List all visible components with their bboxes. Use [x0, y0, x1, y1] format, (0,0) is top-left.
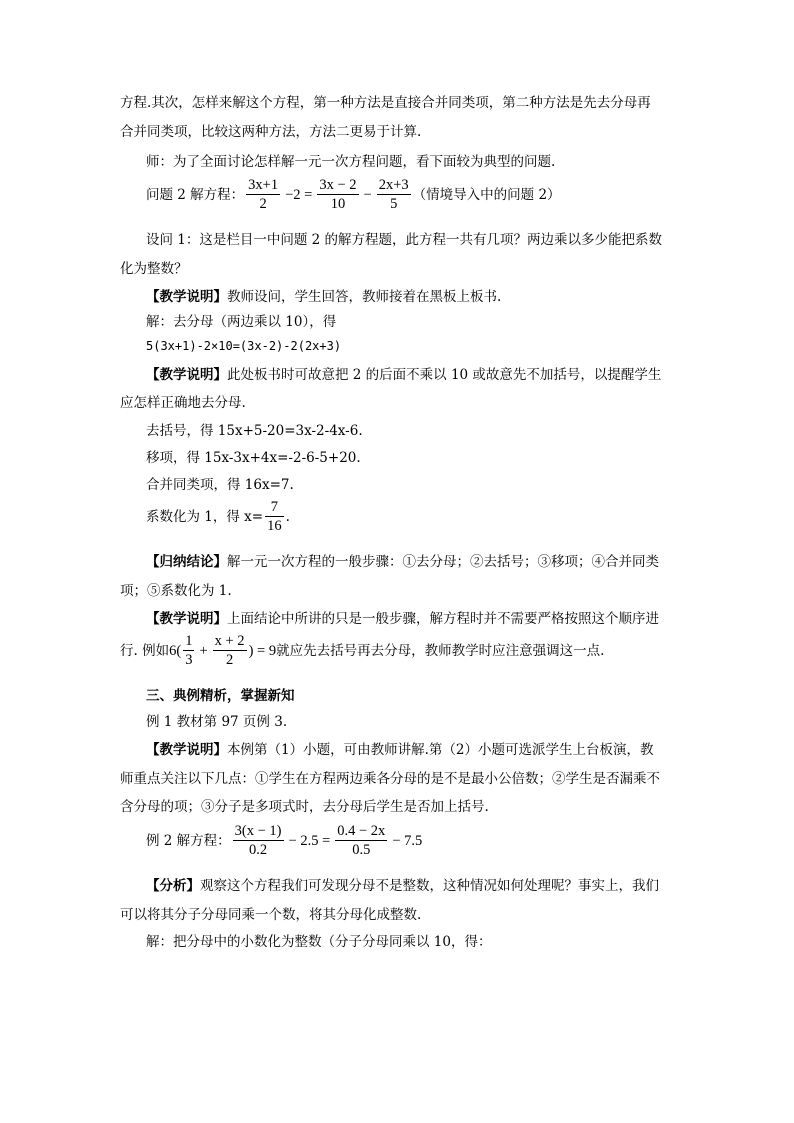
fraction: $\frac{2x+3}{5}$: [378, 177, 409, 212]
paragraph-line: 去括号，得 15x+5-20=3x-2-4x-6.: [146, 423, 363, 439]
paragraph-line: 项；⑤系数化为 1.: [120, 583, 232, 599]
equation-note: （情境导入中的问题 2）: [412, 186, 561, 203]
section-heading: 三、典例精析，掌握新知: [146, 688, 295, 704]
section-tag: 【归纳结论】: [146, 554, 227, 570]
equation-example-2: 例 2 解方程： $\frac{3(x - 1)}{0.2}$ − 2.5 = $\frac{0.4 - 2x}{0.5}$ − 7.5: [146, 823, 423, 858]
equation-problem-2: 问题 2 解方程： $\frac{3x+1}{2}$ −2 = $\frac{3x - 2}{10}$ − $\frac{2x+3}{5}$ （情境导入中的问题 2）: [146, 177, 561, 212]
paragraph-line: 例 1 教材第 97 页例 3.: [146, 714, 288, 730]
section-tag: 【教学说明】: [146, 611, 227, 627]
paragraph-line: 化为整数？: [120, 261, 188, 277]
paragraph-line: 师重点关注以下几点：①学生在方程两边乘各分母的是不是最小公倍数；②学生是否漏乘不: [120, 771, 660, 787]
equation-inline-example: 行. 例如 6( $\frac{1}{3}$ + $\frac{x + 2}{2}$ ) = 9 就应先去括号再去分母，教师教学时应注意强调这一点.: [120, 633, 605, 668]
section-tag: 【教学说明】: [146, 367, 227, 383]
paragraph-line: 解：去分母（两边乘以 10），得: [146, 314, 337, 330]
paragraph-line: 含分母的项；③分子是多项式时，去分母后学生是否加上括号.: [120, 799, 489, 815]
paragraph-line: 合并同类项，得 16x=7.: [146, 477, 294, 493]
paragraph-line: 【教学说明】本例第（1）小题，可由教师讲解.第（2）小题可选派学生上台板演，教: [146, 742, 654, 758]
paragraph-line: 设问 1：这是栏目一中问题 2 的解方程题，此方程一共有几项？两边乘以多少能把系数: [146, 232, 663, 248]
paragraph-line: 【教学说明】此处板书时可故意把 2 的后面不乘以 10 或故意先不加括号，以提醒学生: [146, 367, 662, 383]
paragraph-line: 【归纳结论】解一元一次方程的一般步骤：①去分母；②去括号；③移项；④合并同类: [146, 554, 659, 570]
paragraph-line: 【教学说明】上面结论中所讲的只是一般步骤，解方程时并不需要严格按照这个顺序进: [146, 611, 659, 627]
equation-line: 5(3x+1)-2×10=(3x-2)-2(2x+3): [146, 339, 342, 353]
equation-label: 问题 2 解方程：: [146, 186, 245, 203]
paragraph-line: 合并同类项，比较这两种方法，方法二更易于计算.: [120, 124, 422, 140]
paragraph-line: 【教学说明】教师设问，学生回答，教师接着在黑板上板书.: [146, 289, 502, 305]
paragraph-line: 应怎样正确地去分母.: [120, 395, 246, 411]
paragraph-line: 可以将其分子分母同乘一个数，将其分母化成整数.: [120, 907, 422, 923]
fraction: $\frac{1}{3}$: [185, 633, 193, 668]
equation-coefficient: 系数化为 1，得 x= $\frac{7}{16}$ .: [146, 499, 290, 534]
fraction: $\frac{0.4 - 2x}{0.5}$: [337, 823, 386, 858]
fraction: $\frac{3x - 2}{10}$: [319, 177, 357, 212]
paragraph-line: 【分析】观察这个方程我们可发现分母不是整数，这种情况如何处理呢？事实上，我们: [146, 878, 659, 894]
fraction: $\frac{3x+1}{2}$: [248, 177, 279, 212]
paragraph-line: 移项，得 15x-3x+4x=-2-6-5+20.: [146, 450, 361, 466]
fraction: $\frac{7}{16}$: [267, 499, 282, 534]
section-tag: 【教学说明】: [146, 289, 227, 305]
paragraph-line: 师：为了全面讨论怎样解一元一次方程问题，看下面较为典型的问题.: [146, 154, 556, 170]
section-tag: 【教学说明】: [146, 742, 227, 758]
fraction: $\frac{x + 2}{2}$: [214, 633, 245, 668]
paragraph-line: 解：把分母中的小数化为整数（分子分母同乘以 10，得：: [146, 934, 492, 950]
section-tag: 【分析】: [146, 878, 200, 894]
equation-label: 例 2 解方程：: [146, 832, 231, 849]
fraction: $\frac{3(x - 1)}{0.2}$: [234, 823, 282, 858]
paragraph-line: 方程.其次，怎样来解这个方程，第一种方法是直接合并同类项，第二种方法是先去分母再: [120, 95, 651, 111]
